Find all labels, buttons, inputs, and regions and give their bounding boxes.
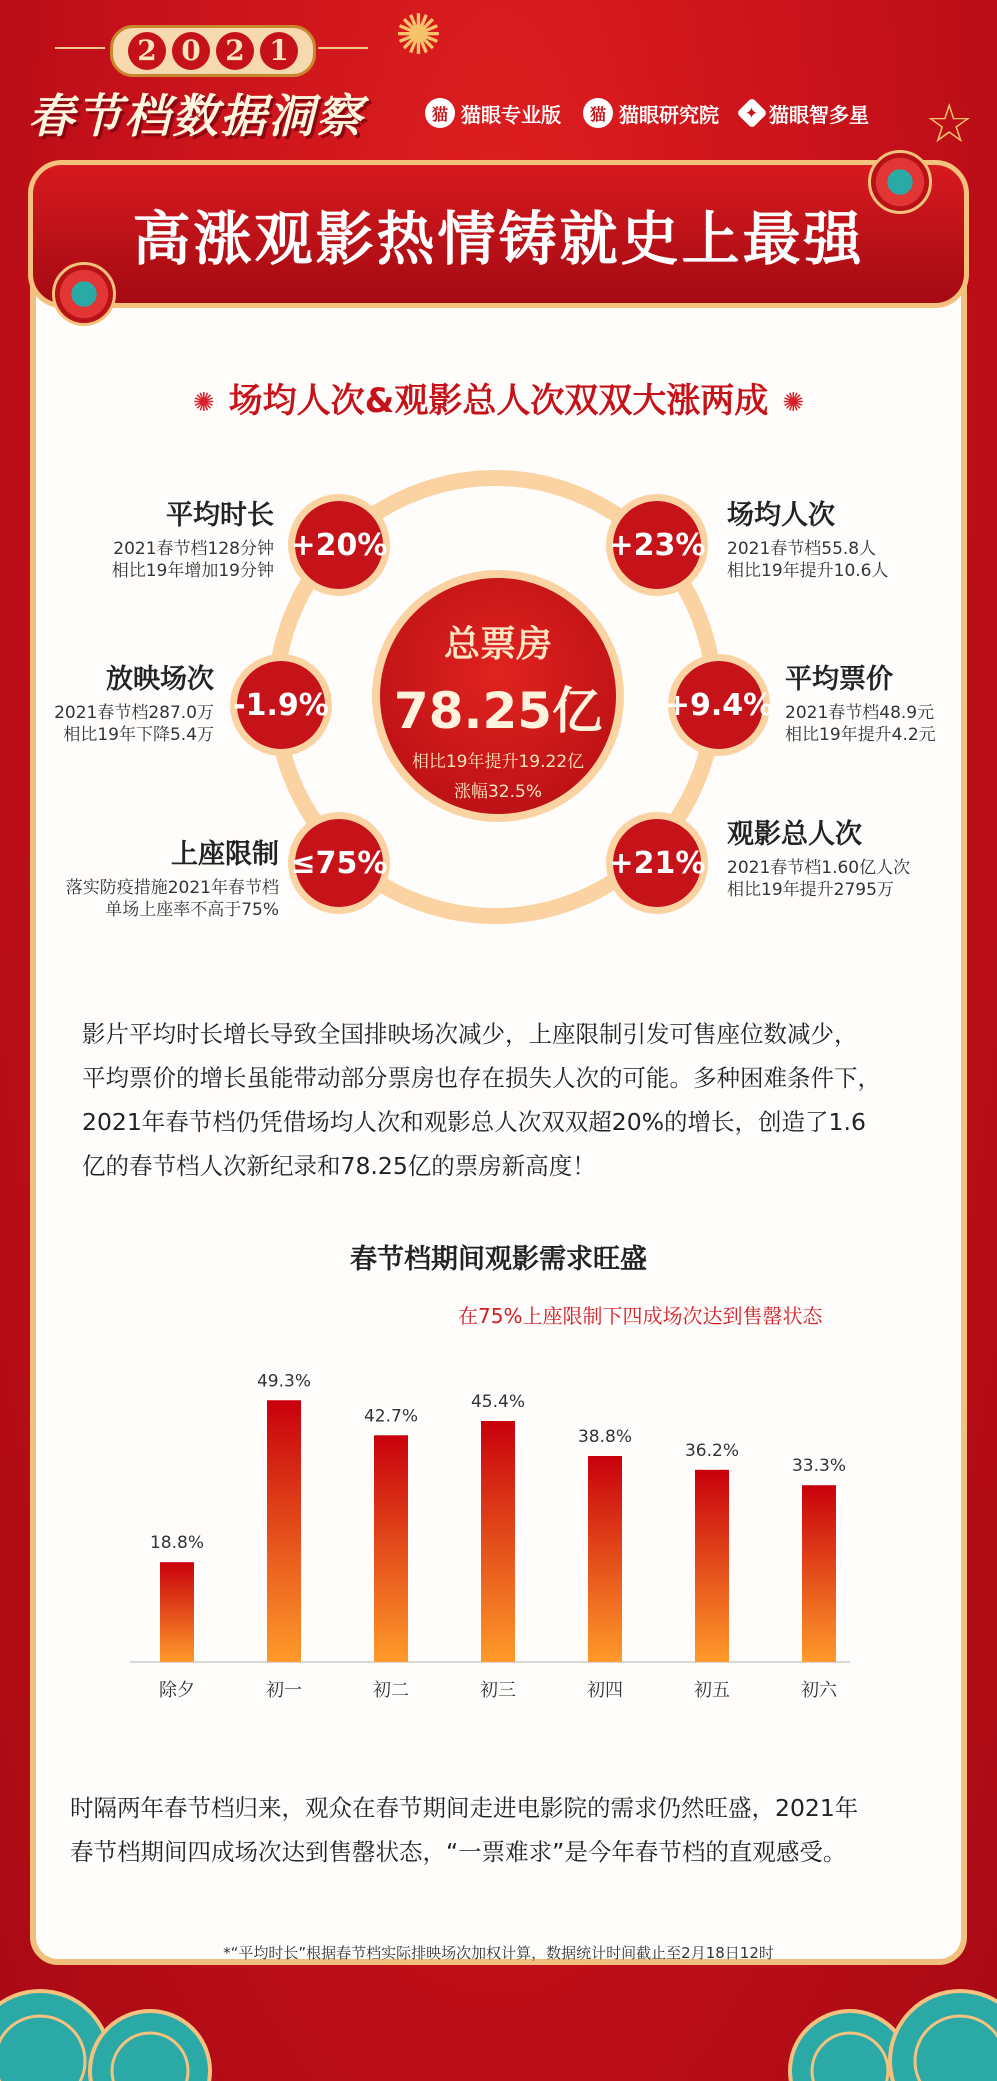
star-outline-icon: ☆ xyxy=(925,92,974,155)
brand-maoyan-zhiduoxing xyxy=(741,98,869,128)
metric-title: 场均人次 xyxy=(727,500,835,531)
avg-price-metric xyxy=(785,657,936,746)
x-tick-label: 初一 xyxy=(266,1680,302,1701)
paragraph-line: 亿的春节档人次新纪录和78.25亿的票房新高度！ xyxy=(82,1152,596,1180)
x-tick-label: 除夕 xyxy=(159,1680,195,1701)
metric-detail: 相比19年下降5.4万 xyxy=(63,725,214,745)
year-digit: 0 xyxy=(172,32,210,70)
headline-banner xyxy=(28,160,969,308)
seat-limit-metric xyxy=(66,832,279,921)
bar-初三 xyxy=(481,1421,515,1662)
x-tick-label: 初六 xyxy=(801,1680,837,1701)
metric-detail: 落实防疫措施2021年春节档 xyxy=(65,878,279,898)
bar-value-label: 36.2% xyxy=(684,1440,740,1461)
star-logo-icon: ✦ xyxy=(736,97,767,128)
section-heading-text: 场均人次&观影总人次双双大涨两成 xyxy=(228,381,769,421)
metric-detail: 单场上座率不高于75% xyxy=(105,900,279,920)
bar-value-label: 38.8% xyxy=(577,1427,633,1448)
metric-detail: 2021春节档1.60亿人次 xyxy=(727,858,911,878)
paragraph-line: 影片平均时长增长导致全国排映场次减少，上座限制引发可售座位数减少， xyxy=(82,1020,858,1048)
conclusion-paragraph xyxy=(70,1786,930,1874)
metric-detail: 相比19年提升10.6人 xyxy=(727,561,889,581)
bar-初五 xyxy=(695,1470,729,1662)
x-tick-label: 初五 xyxy=(694,1680,730,1701)
metric-detail: 相比19年提升2795万 xyxy=(727,880,894,900)
avg-duration-metric xyxy=(112,493,274,582)
metric-detail: 2021春节档55.8人 xyxy=(727,539,877,559)
analysis-paragraph xyxy=(82,1012,932,1188)
avg-attendance-badge: +23% xyxy=(606,494,708,596)
year-digit: 2 xyxy=(216,32,254,70)
bar-初二 xyxy=(374,1435,408,1662)
avg-price-badge: +9.4% xyxy=(668,654,770,756)
brand-label: 猫眼研究院 xyxy=(619,102,719,127)
sellout-bar-chart xyxy=(130,1330,870,1710)
total-admissions-badge: +21% xyxy=(606,812,708,914)
flower-ornament-icon xyxy=(868,150,932,214)
bar-初六 xyxy=(802,1485,836,1662)
flower-ornament-icon xyxy=(52,262,116,326)
total-admissions-metric xyxy=(727,812,910,901)
year-digit: 1 xyxy=(260,32,298,70)
paragraph-line: 2021年春节档仍凭借场均人次和观影总人次双双超20%的增长，创造了1.6 xyxy=(82,1108,866,1136)
bar-value-label: 45.4% xyxy=(470,1391,526,1412)
sun-ornament-icon: ✺ xyxy=(782,387,805,418)
bar-value-label: 49.3% xyxy=(256,1371,312,1392)
metric-detail: 2021春节档287.0万 xyxy=(54,703,214,723)
seat-limit-badge: ≤75% xyxy=(288,812,390,914)
chart-annotation: 在75%上座限制下四成场次达到售罄状态 xyxy=(458,1304,823,1328)
metric-detail: 相比19年增加19分钟 xyxy=(111,561,274,581)
x-tick-label: 初三 xyxy=(480,1680,516,1701)
avg-attendance-metric xyxy=(727,493,888,582)
year-badge xyxy=(110,25,316,77)
year-divider-left xyxy=(55,47,105,49)
cat-eye-logo-icon: 猫 xyxy=(425,98,455,128)
total-box-office-circle xyxy=(372,570,624,822)
cat-eye-logo-icon: 猫 xyxy=(583,98,613,128)
screenings-badge: -1.9% xyxy=(230,654,332,756)
avg-duration-badge: +20% xyxy=(288,494,390,596)
screenings-metric xyxy=(54,657,214,746)
metric-title: 放映场次 xyxy=(106,664,214,695)
total-box-office-change: 相比19年提升19.22亿 xyxy=(411,752,585,772)
metric-title: 观影总人次 xyxy=(727,819,862,850)
bar-value-label: 33.3% xyxy=(791,1456,847,1477)
metric-detail: 相比19年提升4.2元 xyxy=(785,725,936,745)
metric-detail: 2021春节档48.9元 xyxy=(785,703,935,723)
paragraph-line: 时隔两年春节档归来，观众在春节期间走进电影院的需求仍然旺盛，2021年 xyxy=(70,1794,859,1822)
metric-title: 平均票价 xyxy=(785,664,893,695)
bar-value-label: 18.8% xyxy=(149,1533,205,1554)
page-title: 春节档数据洞察 xyxy=(28,89,364,143)
bar-初一 xyxy=(267,1400,301,1662)
brand-label: 猫眼智多星 xyxy=(769,102,869,127)
chart-title: 春节档期间观影需求旺盛 xyxy=(350,1244,647,1275)
brand-maoyan-research xyxy=(583,98,719,128)
bar-初四 xyxy=(588,1456,622,1662)
metric-title: 平均时长 xyxy=(166,500,274,531)
headline-title: 高涨观影热情铸就史上最强 xyxy=(132,205,865,273)
total-box-office-growth: 涨幅32.5% xyxy=(453,782,542,802)
total-box-office-value: 78.25亿 xyxy=(393,682,603,740)
total-box-office-title: 总票房 xyxy=(443,624,552,665)
bar-value-label: 42.7% xyxy=(363,1406,419,1427)
section-heading xyxy=(0,373,997,422)
bar-除夕 xyxy=(160,1562,194,1662)
brand-label: 猫眼专业版 xyxy=(461,102,561,127)
x-tick-label: 初四 xyxy=(587,1680,623,1701)
cloud-ornament-icon xyxy=(0,1951,997,2081)
footnote: *“平均时长”根据春节档实际排映场次加权计算，数据统计时间截止至2月18日12时 xyxy=(223,1944,774,1962)
paragraph-line: 春节档期间四成场次达到售罄状态，“一票难求”是今年春节档的直观感受。 xyxy=(70,1838,847,1866)
year-digit: 2 xyxy=(128,32,166,70)
brand-maoyan-pro xyxy=(425,98,561,128)
metric-detail: 2021春节档128分钟 xyxy=(113,539,274,559)
paragraph-line: 平均票价的增长虽能带动部分票房也存在损失人次的可能。多种困难条件下， xyxy=(82,1064,881,1092)
brand-logos xyxy=(425,98,869,128)
metric-title: 上座限制 xyxy=(171,839,279,870)
firework-icon: ✺ xyxy=(395,3,442,68)
sun-ornament-icon: ✺ xyxy=(192,387,215,418)
x-tick-label: 初二 xyxy=(373,1680,409,1701)
year-divider-right xyxy=(318,47,368,49)
